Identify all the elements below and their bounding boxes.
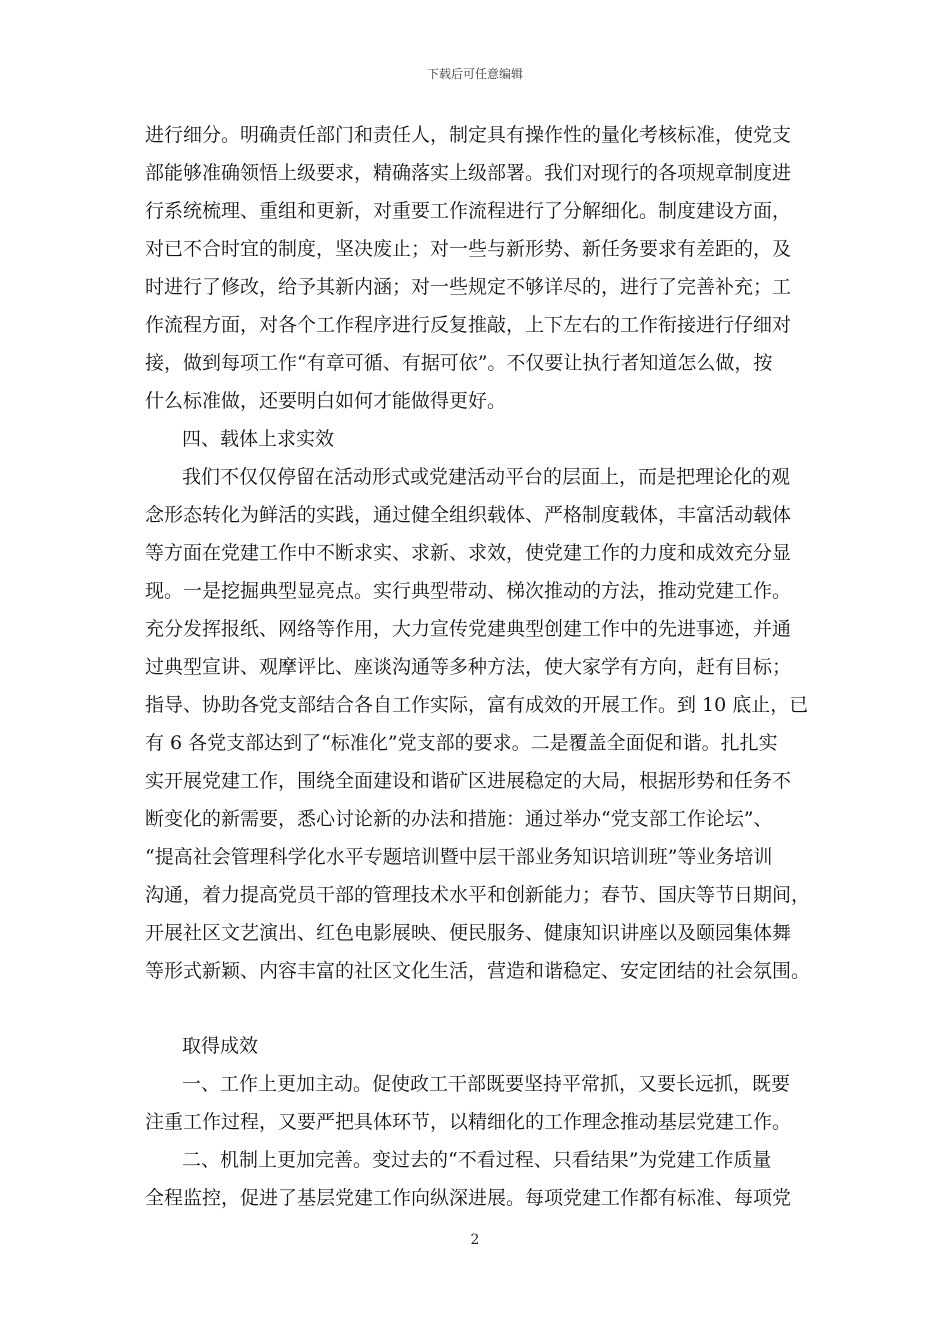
- text-line: 断变化的新需要，悉心讨论新的办法和措施：通过举办“党支部工作论坛”、: [145, 808, 773, 830]
- text-line: 接，做到每项工作“有章可循、有据可依”。不仅要让执行者知道怎么做，按: [145, 352, 773, 374]
- text-line: 等形式新颖、内容丰富的社区文化生活，营造和谐稳定、安定团结的社会氛围。: [145, 960, 811, 982]
- text-line: 实开展党建工作，围绕全面建设和谐矿区进展稳定的大局，根据形势和任务不: [145, 770, 792, 792]
- text-line: 行系统梳理、重组和更新，对重要工作流程进行了分解细化。制度建设方面，: [145, 200, 792, 222]
- text-line: 什么标准做，还要明白如何才能做得更好。: [145, 390, 507, 412]
- text-line: 有 6 各党支部达到了“标准化”党支部的要求。二是覆盖全面促和谐。扎扎实: [145, 732, 778, 754]
- text-line: 注重工作过程，又要严把具体环节，以精细化的工作理念推动基层党建工作。: [145, 1111, 792, 1133]
- text-line: 沟通，着力提高党员干部的管理技术水平和创新能力；春节、国庆等节日期间，: [145, 884, 811, 906]
- section-heading: 四、载体上求实效: [182, 428, 335, 450]
- text-line: 二、机制上更加完善。变过去的“不看过程、只看结果”为党建工作质量: [182, 1149, 772, 1171]
- text-line: 时进行了修改，给予其新内涵；对一些规定不够详尽的，进行了完善补充；工: [145, 276, 792, 298]
- text-line: 等方面在党建工作中不断求实、求新、求效，使党建工作的力度和成效充分显: [145, 542, 792, 564]
- page-header: 下载后可任意编辑: [426, 67, 523, 81]
- page-number: 2: [470, 1232, 480, 1248]
- text-line: 现。一是挖掘典型显亮点。实行典型带动、梯次推动的方法，推动党建工作。: [145, 580, 792, 602]
- text-line: 指导、协助各党支部结合各自工作实际，富有成效的开展工作。到 10 底止，已: [145, 694, 809, 716]
- text-line: 我们不仅仅停留在活动形式或党建活动平台的层面上，而是把理论化的观: [182, 466, 791, 488]
- text-line: 部能够准确领悟上级要求，精确落实上级部署。我们对现行的各项规章制度进: [145, 162, 792, 184]
- text-line: 一、工作上更加主动。促使政工干部既要坚持平常抓，又要长远抓，既要: [182, 1073, 791, 1095]
- section-heading: 取得成效: [182, 1035, 259, 1057]
- text-line: 充分发挥报纸、网络等作用，大力宣传党建典型创建工作中的先进事迹，并通: [145, 618, 792, 640]
- text-line: 作流程方面，对各个工作程序进行反复推敲，上下左右的工作衔接进行仔细对: [145, 314, 792, 336]
- text-line: 念形态转化为鲜活的实践，通过健全组织载体、严格制度载体，丰富活动载体: [145, 504, 792, 526]
- text-line: 过典型宣讲、观摩评比、座谈沟通等多种方法，使大家学有方向，赶有目标；: [145, 656, 792, 678]
- text-line: “提高社会管理科学化水平专题培训暨中层干部业务知识培训班”等业务培训: [145, 846, 773, 868]
- text-line: 对已不合时宜的制度，坚决废止；对一些与新形势、新任务要求有差距的，及: [145, 238, 792, 260]
- text-line: 进行细分。明确责任部门和责任人，制定具有操作性的量化考核标准，使党支: [145, 124, 792, 146]
- text-line: 开展社区文艺演出、红色电影展映、便民服务、健康知识讲座以及颐园集体舞: [145, 922, 792, 944]
- text-line: 全程监控，促进了基层党建工作向纵深进展。每项党建工作都有标准、每项党: [145, 1187, 792, 1209]
